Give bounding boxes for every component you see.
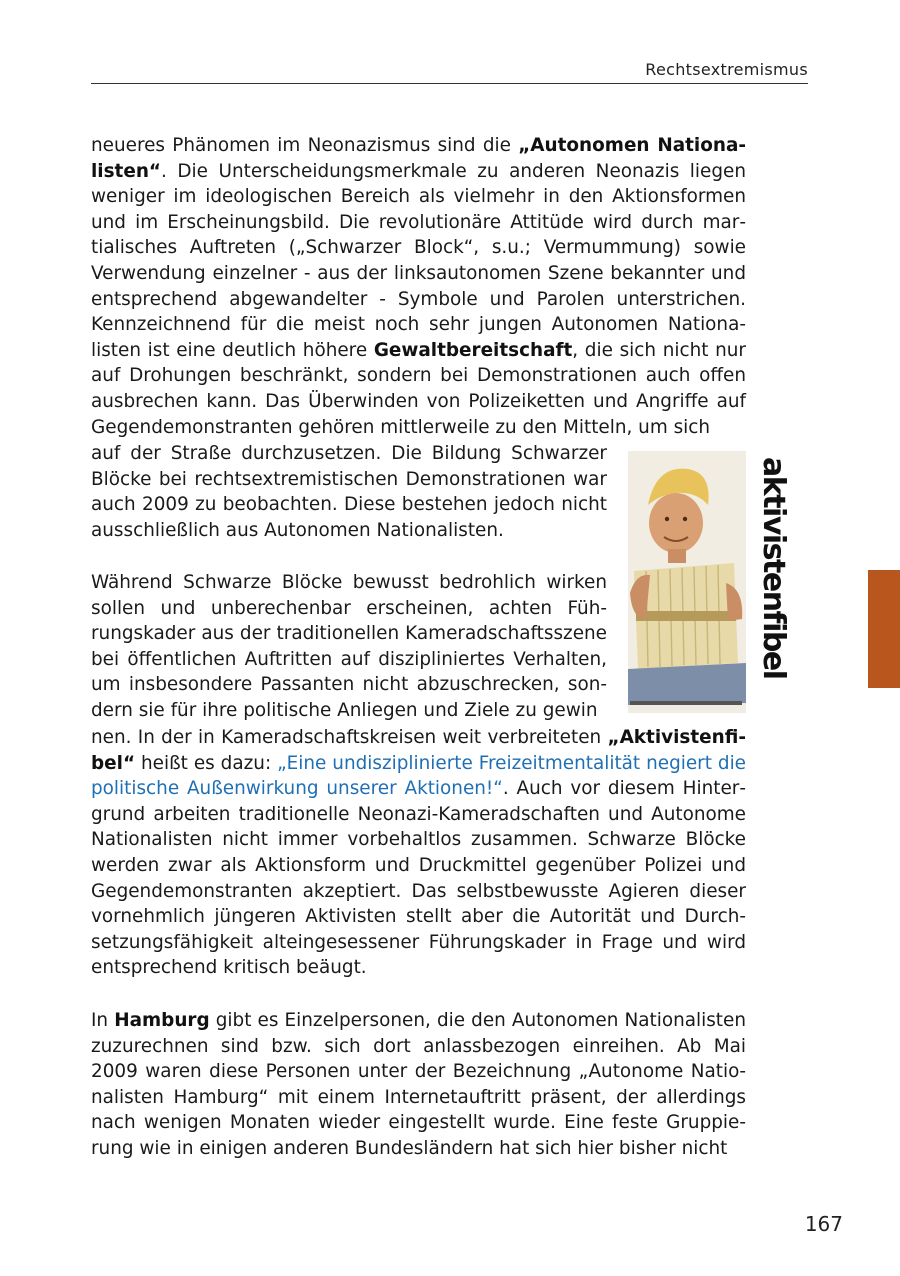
paragraph-1-fullwidth: neueres Phänomen im Neonazismus sind die „Autonomen Nationalisten“. Die Unterscheidungsmerkmale zu anderen Neonazis liegen weniger im ideologischen Bereich als vielmehr in den Aktionsformen und im Erscheinungsbild. Die revolutionäre Attitüde wird durch martialisches Auftreten („Schwarzer Block“, s.u.; Vermummung) sowie Verwendung einzelner - aus der linksautonomen Szene bekannter und entsprechend abgewandelter - Symbole und Parolen unterstrichen. Kennzeichnend für die meist noch sehr jungen Autonomen Nationalisten ist eine deutlich höhere Gewaltbereitschaft, die sich nicht nur auf Drohungen beschränkt, sondern bei Demonstrationen auch offen ausbrechen kann. Das Überwinden von Polizeiketten und Angriffe auf Gegendemonstranten gehören mittlerweile zu den Mitteln, um sich bbox=[91, 135, 746, 438]
quotation: „Eine undisziplinierte Freizeitmentalität negiert die politische Außenwirkung unserer Aktionen!“ bbox=[91, 752, 747, 800]
paragraph-1-continued: auf der Straße durchzusetzen. Die Bildung Schwarzer Blöcke bei rechtsextremistischen Demonstrationen war auch 2009 zu beobachten. Diese bestehen jedoch nicht ausschließlich aus Autonomen Nationalisten. bbox=[91, 443, 607, 541]
pamphlet-cover-image bbox=[626, 443, 791, 718]
term-hamburg: Hamburg bbox=[114, 1010, 210, 1031]
paragraph-2-fullwidth: nen. In der in Kameradschaftskreisen weit verbreiteten „Aktivistenfibel“ heißt es dazu: „Eine undisziplinierte Freizeitmentalität negiert die politische Außenwirkung unserer Aktionen!“. Auch vor diesem Hintergrund arbeiten traditionelle Neonazi-Kameradschaften und Autonome Nationalisten nicht immer vorbehaltlos zusammen. Schwarze Blöcke werden zwar als Aktionsform und Druckmittel gegenüber Polizei und Gegendemonstranten akzeptiert. Das selbstbewusste Agieren dieser vornehmlich jüngeren Aktivisten stellt aber die Autorität und Durchsetzungsfähigkeit alteingesessener Führungskader in Frage und wird entsprechend kritisch beäugt. bbox=[91, 727, 747, 979]
pamphlet-illustration bbox=[626, 443, 791, 718]
chapter-tab-marker bbox=[868, 570, 900, 688]
header-rule bbox=[91, 83, 808, 84]
pamphlet-title: aktivistenfibel bbox=[756, 457, 791, 679]
running-head: Rechtsextremismus bbox=[645, 60, 808, 79]
paragraph-2-narrow: Während Schwarze Blöcke bewusst bedrohlich wirken sollen und unberechenbar erscheinen, achten Führungskader aus der traditionellen Kameradschaftsszene bei öffentlichen Auftritten auf diszipliniertes Verhalten, um insbesondere Passanten nicht abzuschrecken, sondern sie für ihre politische Anliegen und Ziele zu gewin bbox=[91, 572, 607, 721]
page-number: 167 bbox=[804, 1212, 843, 1236]
term-gewaltbereitschaft: Gewaltbereitschaft bbox=[373, 339, 573, 361]
paragraph-3: In Hamburg gibt es Einzelpersonen, die den Autonomen Nationalisten zuzurechnen sind bzw. sich dort anlassbezogen einreihen. Ab Mai 2009 waren diese Personen unter der Bezeichnung „Autonome Nationalisten Hamburg“ mit einem Internetauftritt präsent, der allerdings nach wenigen Monaten wieder eingestellt wurde. Eine feste Gruppierung wie in einigen anderen Bundesländern hat sich hier bisher nicht bbox=[91, 1010, 746, 1159]
term-autonome-nationalisten: „Autonomen Nationalisten“ bbox=[91, 135, 746, 182]
term-aktivistenfibel: „Aktivistenfibel“ bbox=[91, 727, 746, 774]
